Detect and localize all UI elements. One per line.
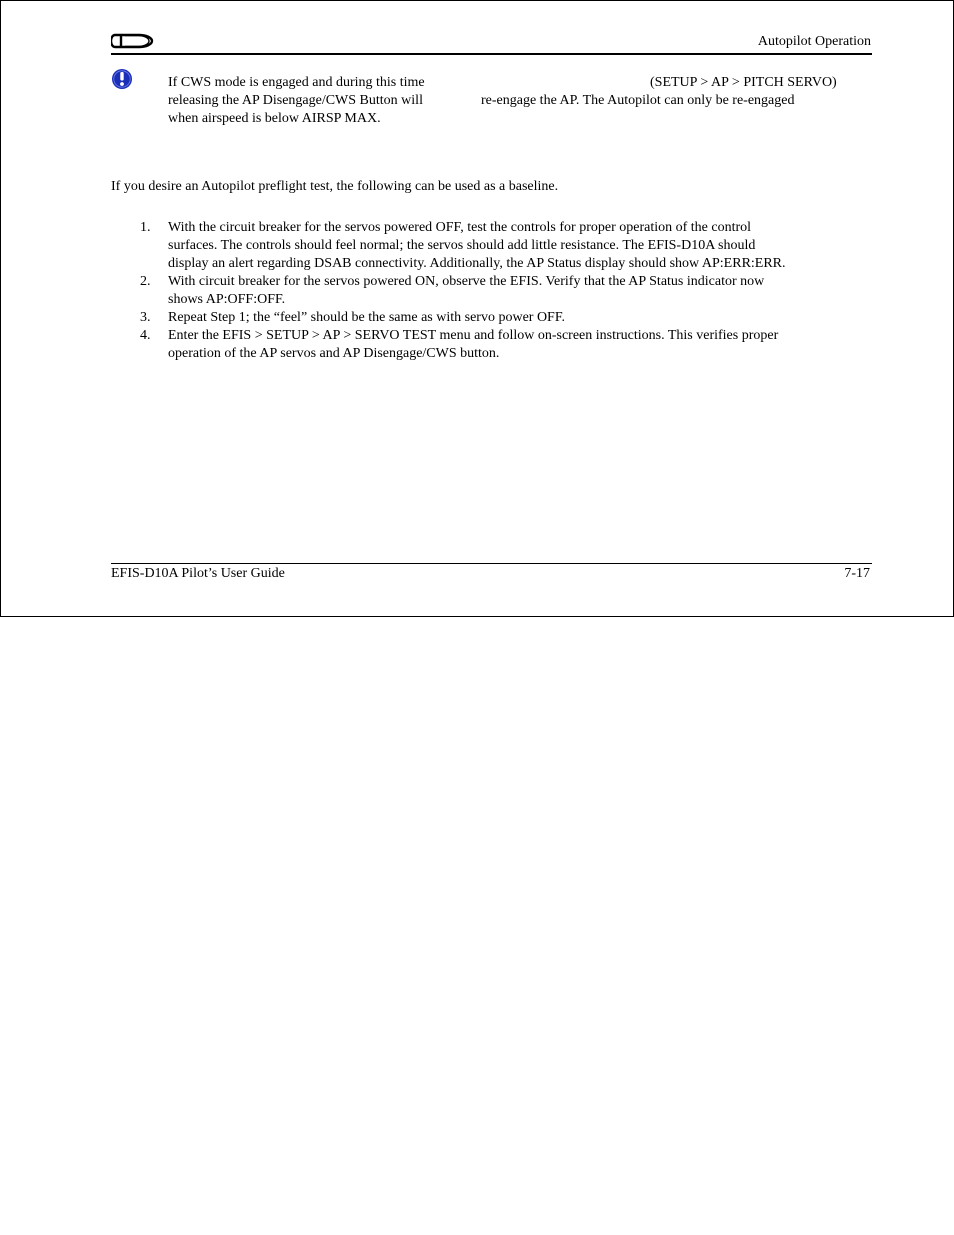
step-number: 4. xyxy=(140,328,151,343)
list-item xyxy=(140,273,872,309)
step-line: Repeat Step 1; the “feel” should be the same as with servo power OFF. xyxy=(168,310,566,325)
step-line: shows AP:OFF:OFF. xyxy=(168,292,286,307)
note-line-1-left: If CWS mode is engaged and during this time xyxy=(168,75,425,90)
exclamation-circle-icon xyxy=(111,68,133,90)
warning-note xyxy=(111,66,871,136)
step-line: With the circuit breaker for the servos powered OFF, test the controls for proper operation of the control xyxy=(168,220,752,235)
step-line: With circuit breaker for the servos powered ON, observe the EFIS. Verify that the AP Status indicator now xyxy=(168,274,765,289)
list-item xyxy=(140,219,872,273)
preflight-steps-list xyxy=(140,219,872,363)
step-number: 2. xyxy=(140,274,151,289)
step-number: 3. xyxy=(140,310,151,325)
guide-title: EFIS-D10A Pilot’s User Guide xyxy=(111,566,285,581)
step-number: 1. xyxy=(140,220,151,235)
note-line-1-right: (SETUP > AP > PITCH SERVO) xyxy=(650,75,837,90)
note-line-3: when airspeed is below AIRSP MAX. xyxy=(168,111,381,126)
list-item xyxy=(140,309,872,327)
step-line: display an alert regarding DSAB connectivity. Additionally, the AP Status display should show AP:ERR:ERR. xyxy=(168,256,786,271)
dynon-logo-icon xyxy=(111,33,155,49)
page-number: 7-17 xyxy=(844,566,870,581)
step-line: surfaces. The controls should feel normal; the servos should add little resistance. The EFIS-D10A should xyxy=(168,238,756,253)
header-rule xyxy=(111,53,872,55)
section-title: Autopilot Operation xyxy=(757,34,871,49)
intro-paragraph: If you desire an Autopilot preflight test, the following can be used as a baseline. xyxy=(111,179,559,194)
step-line: Enter the EFIS > SETUP > AP > SERVO TEST menu and follow on-screen instructions. This verifies proper xyxy=(168,328,779,343)
list-item xyxy=(140,327,872,363)
note-line-2-left: releasing the AP Disengage/CWS Button will xyxy=(168,93,423,108)
footer-rule xyxy=(111,563,872,564)
note-line-2-right: re-engage the AP. The Autopilot can only be re-engaged xyxy=(481,93,795,108)
page-header xyxy=(111,28,871,54)
step-line: operation of the AP servos and AP Disengage/CWS button. xyxy=(168,346,500,361)
